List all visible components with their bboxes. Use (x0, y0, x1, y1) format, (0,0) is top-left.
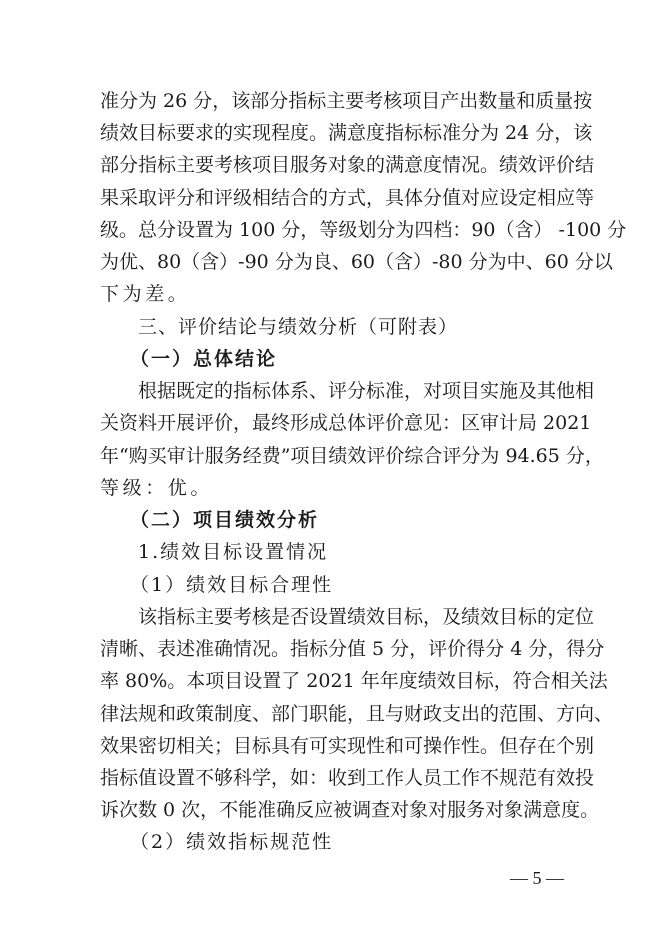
paragraph-line: 为优、80（含）-90 分为良、60（含）-80 分为中、60 分以 (100, 251, 613, 273)
paragraph-line: 率 80%。本项目设置了 2021 年年度绩效目标，符合相关法 (100, 670, 608, 692)
paragraph-line: 根据既定的指标体系、评分标准，对项目实施及其他相 (138, 380, 595, 402)
section-heading: 三、评价结论与绩效分析（可附表） (138, 316, 459, 338)
paragraph-line: 级。总分设置为 100 分，等级划分为四档：90（含） -100 分 (100, 219, 627, 241)
paragraph-line: 诉次数 0 次，不能准确反应被调查对象对服务对象满意度。 (100, 799, 600, 821)
paragraph-line: 效果密切相关；目标具有可实现性和可操作性。但存在个别 (100, 735, 595, 757)
paragraph-line: 下为差。 (100, 283, 191, 305)
paragraph-line: 律法规和政策制度、部门职能，且与财政支出的范围、方向、 (100, 703, 614, 725)
paragraph-line: 果采取评分和评级相结合的方式，具体分值对应设定相应等 (100, 187, 595, 209)
paragraph-line: 准分为 26 分，该部分指标主要考核项目产出数量和质量按 (100, 90, 593, 112)
page-number: — 5 — (510, 868, 564, 888)
paragraph-line: 关资料开展评价，最终形成总体评价意见：区审计局 2021 (100, 412, 592, 434)
sub-item-heading: （1）绩效目标合理性 (130, 574, 334, 596)
paragraph-line: 等级：优。 (100, 477, 214, 499)
subsection-heading: （二）项目绩效分析 (130, 509, 320, 531)
paragraph-line: 部分指标主要考核项目服务对象的满意度情况。绩效评价结 (100, 154, 595, 176)
item-heading: 1.绩效目标设置情况 (138, 541, 329, 563)
paragraph-line: 该指标主要考核是否设置绩效目标，及绩效目标的定位 (138, 606, 595, 628)
paragraph-line: 绩效目标要求的实现程度。满意度指标标准分为 24 分，该 (100, 122, 593, 144)
sub-item-heading: （2）绩效指标规范性 (130, 831, 334, 853)
paragraph-line: 清晰、表述准确情况。指标分值 5 分，评价得分 4 分，得分 (100, 638, 605, 660)
paragraph-line: 指标值设置不够科学，如：收到工作人员工作不规范有效投 (100, 767, 595, 789)
paragraph-line: 年“购买审计服务经费”项目绩效评价综合评分为 94.65 分， (100, 445, 604, 467)
subsection-heading: （一）总体结论 (130, 348, 278, 370)
